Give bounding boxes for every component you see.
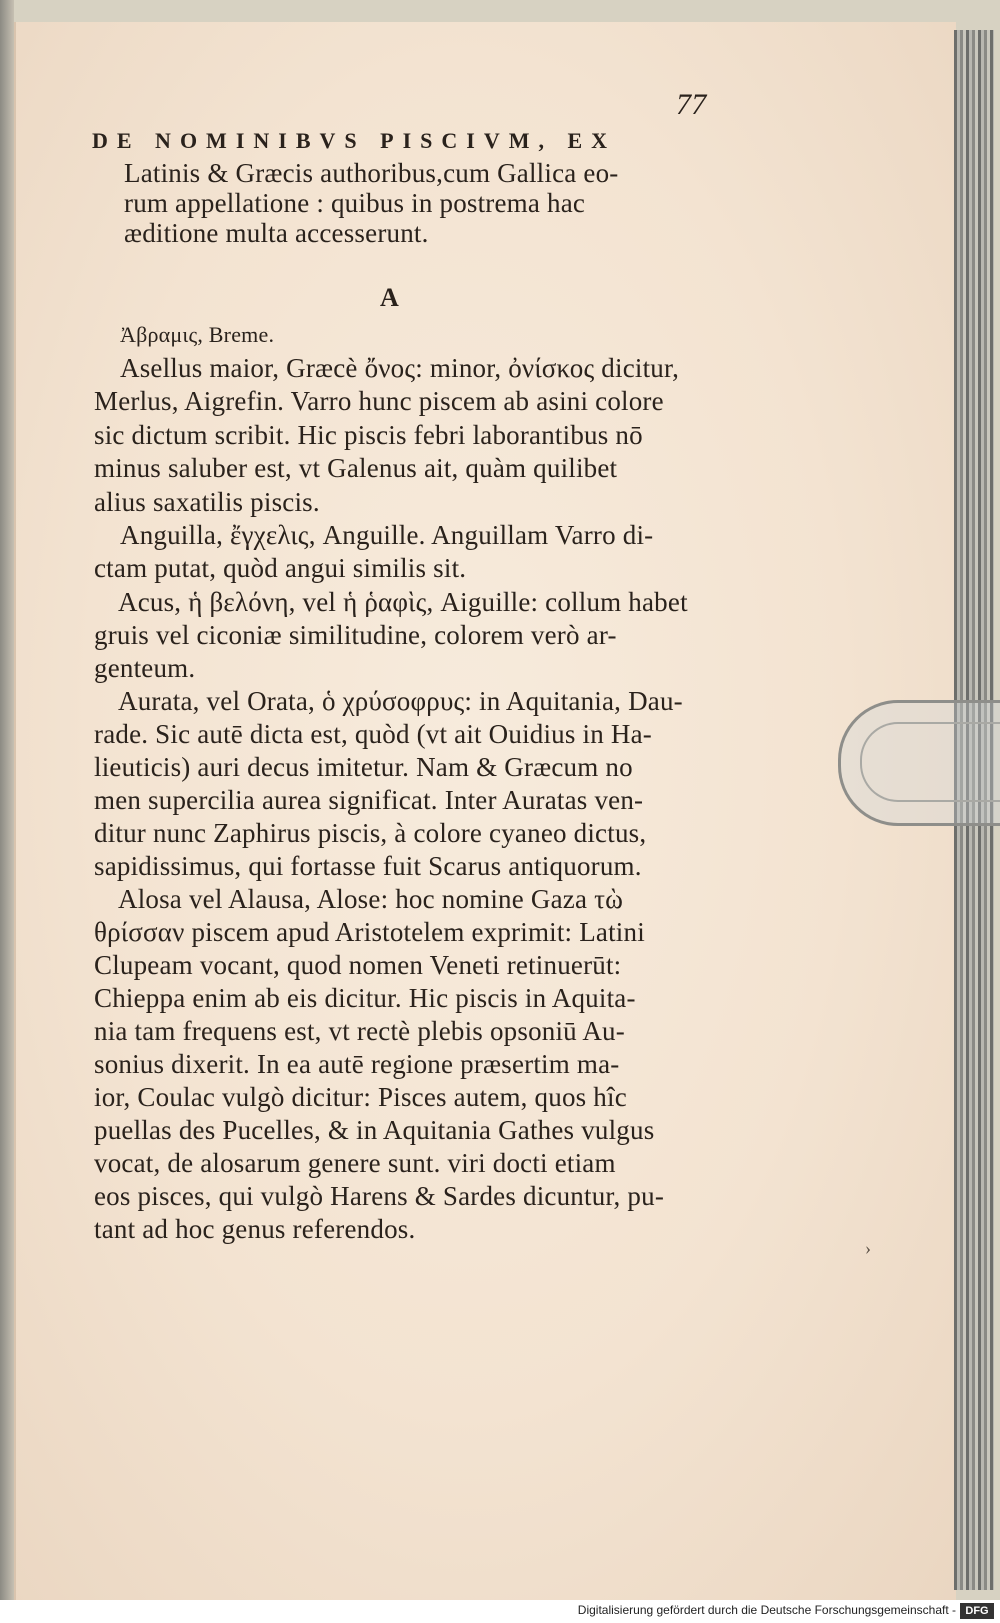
body-line: gruis vel ciconiæ similitudine, colorem verò ar- <box>94 620 617 650</box>
section-letter: A <box>380 283 399 312</box>
body-line: nia tam frequens est, vt rectè plebis opsoniū Au- <box>94 1016 625 1046</box>
body-line: sapidissimus, qui fortasse fuit Scarus antiquorum. <box>94 851 642 881</box>
title-line: DE NOMINIBVS PISCIVM, EX <box>92 128 617 153</box>
body-line: tant ad hoc genus referendos. <box>94 1214 416 1244</box>
body-line: minus saluber est, vt Galenus ait, quàm quilibet <box>94 453 618 483</box>
body-line: Merlus, Aigrefin. Varro hunc piscem ab asini colore <box>94 386 664 416</box>
body-line: ctam putat, quòd angui similis sit. <box>94 553 467 583</box>
title-line: Latinis & Græcis authoribus,cum Gallica eo- <box>124 158 619 188</box>
body-line: eos pisces, qui vulgò Harens & Sardes dicuntur, pu- <box>94 1181 665 1211</box>
body-line: Anguilla, ἔγχελις, Anguille. Anguillam Varro di- <box>120 520 654 550</box>
binding-shadow <box>0 0 14 1600</box>
body-line: ior, Coulac vulgò dicitur: Pisces autem, quos hîc <box>94 1082 627 1112</box>
body-line: θρίσσαν piscem apud Aristotelem exprimit: Latini <box>94 917 645 947</box>
body-line: Ἀβραμις, Breme. <box>120 322 275 347</box>
body-line: rade. Sic autē dicta est, quòd (vt ait Ouidius in Ha- <box>94 719 652 749</box>
paper-clip-inner <box>860 722 1000 802</box>
page-number: 77 <box>676 88 707 121</box>
body-line: sonius dixerit. In ea autē regione præsertim ma- <box>94 1049 620 1079</box>
body-line: Alosa vel Alausa, Alose: hoc nomine Gaza τὼ <box>118 884 624 914</box>
margin-mark: › <box>865 1238 871 1258</box>
body-line: Clupeam vocant, quod nomen Veneti retinuerūt: <box>94 950 622 980</box>
body-line: sic dictum scribit. Hic piscis febri laborantibus nō <box>94 420 643 450</box>
footer-bar <box>0 1600 1000 1623</box>
body-line: Aurata, vel Orata, ὁ χρύσοφρυς: in Aquitania, Dau- <box>118 686 683 716</box>
body-line: alius saxatilis piscis. <box>94 487 320 517</box>
body-line: Asellus maior, Græcè ὄνος: minor, ὀνίσκος dicitur, <box>120 353 680 383</box>
title-line: æditione multa accesserunt. <box>124 218 429 248</box>
body-line: vocat, de alosarum genere sunt. viri docti etiam <box>94 1148 616 1178</box>
body-line: Chieppa enim ab eis dicitur. Hic piscis in Aquita- <box>94 983 636 1013</box>
footer-credit: Digitalisierung gefördert durch die Deutsche Forschungsgemeinschaft - <box>577 1603 956 1617</box>
title-line: rum appellatione : quibus in postrema hac <box>124 188 586 218</box>
body-line: ditur nunc Zaphirus piscis, à colore cyaneo dictus, <box>94 818 647 848</box>
body-line: puellas des Pucelles, & in Aquitania Gathes vulgus <box>94 1115 655 1145</box>
dfg-logo: DFG <box>960 1603 994 1619</box>
body-line: genteum. <box>94 653 196 683</box>
body-line: lieuticis) auri decus imitetur. Nam & Græcum no <box>94 752 633 782</box>
body-line: men supercilia aurea significat. Inter Auratas ven- <box>94 785 644 815</box>
body-line: Acus, ἡ βελόνη, vel ἡ ῥαφὶς, Aiguille: collum habet <box>118 587 688 617</box>
